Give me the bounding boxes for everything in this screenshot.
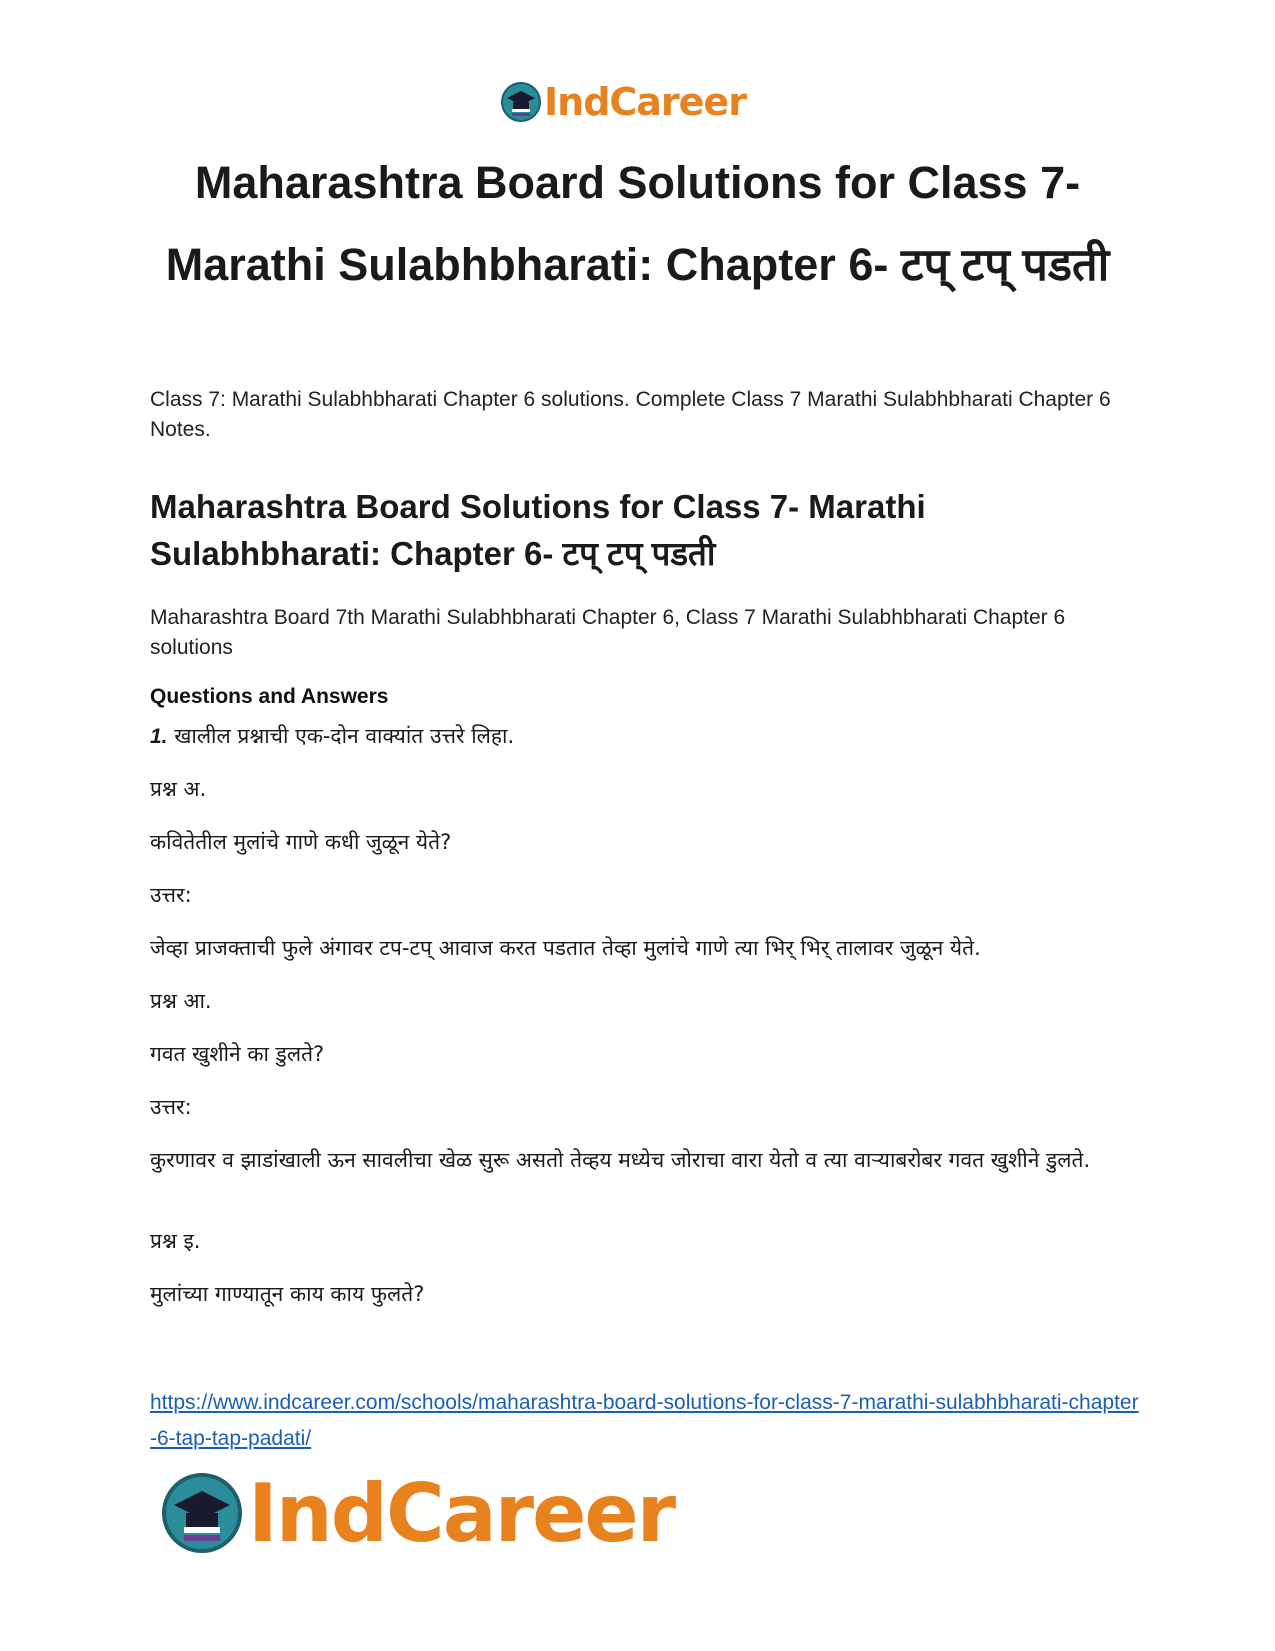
answer-label: उत्तर: [150,1095,192,1119]
qa-heading: Questions and Answers [150,685,389,708]
title-line-2: Marathi Sulabhbharati: Chapter 6- टप् टप् पडती [165,239,1110,290]
graduation-cap-icon [160,1471,244,1555]
source-url-link[interactable] [150,1385,1140,1457]
question-text: मुलांच्या गाण्यातून काय काय फुलते? [150,1282,425,1306]
intro-paragraph: Class 7: Marathi Sulabhbharati Chapter 6 solutions. Complete Class 7 Marathi Sulabhbharati Chapter 6 Notes. [150,388,1111,441]
question-label: प्रश्न अ. [150,777,207,801]
section-subtitle: Maharashtra Board 7th Marathi Sulabhbharati Chapter 6, Class 7 Marathi Sulabhbharati Chapter 6 solutions [150,606,1066,659]
question-instruction-text: खालील प्रश्नाची एक-दोन वाक्यांत उत्तरे लिहा. [174,724,515,748]
graduation-cap-icon [500,81,542,123]
answer-label: उत्तर: [150,883,192,907]
answer-text: कुरणावर व झाडांखाली ऊन सावलीचा खेळ सुरू असतो तेव्हय मध्येच जोराचा वारा येतो व त्या वाऱ्याबरोबर गवत खुशीने डुलते. [150,1148,1091,1172]
logo-wordmark-large: IndCareer [248,1466,675,1560]
logo-wordmark: IndCareer [544,80,746,124]
question-text: गवत खुशीने का डुलते? [150,1042,325,1066]
question-label: प्रश्न इ. [150,1229,201,1253]
title-line-1: Maharashtra Board Solutions for Class 7- [194,157,1081,208]
indcareer-logo-large [160,1468,674,1558]
source-url-text[interactable]: https://www.indcareer.com/schools/maharashtra-board-solutions-for-class-7-marathi-sulabhbharati-chapter-6-tap-tap-padati/ [150,1391,1139,1450]
question-number: 1. [150,725,168,748]
question-instruction [150,720,1140,753]
section-heading: Maharashtra Board Solutions for Class 7- Marathi Sulabhbharati: Chapter 6- टप् टप् पडती [150,488,926,572]
question-text: कवितेतील मुलांचे गाणे कधी जुळून येते? [150,830,452,854]
page-title [100,142,1175,306]
indcareer-logo [500,80,746,124]
answer-text: जेव्हा प्राजक्ताची फुले अंगावर टप-टप् आवाज करत पडतात तेव्हा मुलांचे गाणे त्या भिर् भिर् तालावर जुळून येते. [150,936,981,960]
question-label: प्रश्न आ. [150,989,212,1013]
